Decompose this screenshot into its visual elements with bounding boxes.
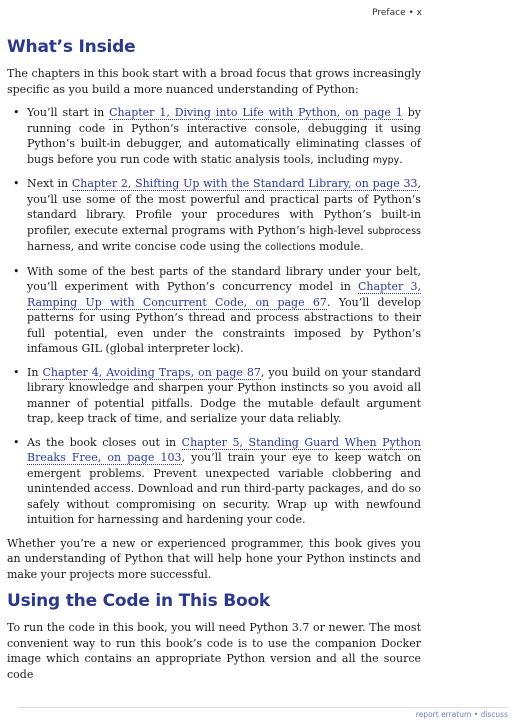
page-number: x <box>416 8 422 18</box>
page-body <box>7 36 421 690</box>
list-item-chapter-4 <box>7 365 421 427</box>
item-text: by running code in Python’s interactive console, debugging it using Python’s built-in debugger, and automatically eliminating classes of bugs before you run code with static analysis tools, including <box>27 106 421 166</box>
list-item-chapter-5 <box>7 435 421 528</box>
bullet-icon: • <box>13 365 20 379</box>
inline-code: mypy <box>372 154 400 166</box>
inline-code: subprocess <box>367 225 421 237</box>
list-item-chapter-2 <box>7 176 421 256</box>
item-text: You’ll start in <box>27 106 110 119</box>
item-text: With some of the best parts of the standard library under your belt, you’ll experiment with Python’s concurrency model in <box>27 264 421 293</box>
item-text: module. <box>315 240 364 253</box>
item-text: , you’ll train your eye to keep watch on emergent problems. Prevent unexpected variable clobbering and unintended access. Download and run third-party packages, and do so safely without compromising on security. Wrap up with newfound intuition for harnessing and hardening your code. <box>27 451 421 526</box>
running-header-section: Preface <box>372 8 406 18</box>
chapter-5-link[interactable]: Chapter 5, Standing Guard When Python Breaks Free, on page 103 <box>27 435 421 464</box>
page-footer <box>416 710 508 719</box>
chapter-2-link[interactable]: Chapter 2, Shifting Up with the Standard Library, on page 33 <box>71 177 418 190</box>
item-text: harness, and write concise code using the <box>27 240 265 253</box>
bullet-icon: • <box>13 106 20 119</box>
item-text: , you build on your standard library knowledge and sharpen your Python instincts so you avoid all manner of potential pitfalls. Dodge the mutable default argument trap, keep track of time, and serialize your data reliably. <box>27 365 422 425</box>
bullet-icon: • <box>13 264 20 278</box>
using-code-paragraph: To run the code in this book, you will need Python 3.7 or newer. The most convenient way to run this book’s code is to use the companion Docker image which contains an appropriate Python version and all the source code <box>7 621 421 681</box>
chapter-4-link[interactable]: Chapter 4, Avoiding Traps, on page 87 <box>42 365 261 379</box>
running-header-separator: • <box>408 8 414 18</box>
item-text: As the book closes out in <box>27 435 182 449</box>
list-item-chapter-3 <box>7 264 421 357</box>
footer-separator: • <box>473 710 479 719</box>
discuss-link[interactable]: discuss <box>480 710 508 719</box>
bullet-icon: • <box>13 177 20 190</box>
closing-paragraph: Whether you’re a new or experienced programmer, this book gives you an understanding of Python that will help hone your Python instincts and make your projects more successful. <box>7 536 421 581</box>
item-text: . You’ll develop patterns for using Python’s thread and process abstractions to their full potential, even under the constraints imposed by Python’s infamous GIL (global interpreter lock). <box>27 295 422 355</box>
footer-divider <box>18 707 508 708</box>
section-heading-using-the-code: Using the Code in This Book <box>7 591 271 611</box>
intro-paragraph: The chapters in this book start with a broad focus that grows increasingly specific as you build a more nuanced understanding of Python: <box>7 67 421 96</box>
item-text: In <box>27 365 43 379</box>
inline-code: collections <box>265 242 316 253</box>
bullet-icon: • <box>13 435 20 449</box>
list-item-chapter-1 <box>7 105 421 168</box>
item-text: . <box>399 152 403 166</box>
chapter-1-link[interactable]: Chapter 1, Diving into Life with Python, on page 1 <box>109 106 403 119</box>
section-heading-whats-inside: What’s Inside <box>7 37 136 57</box>
chapter-3-link[interactable]: Chapter 3, Ramping Up with Concurrent Code, on page 67 <box>27 280 421 309</box>
report-erratum-link[interactable]: report erratum <box>415 710 472 719</box>
chapter-list <box>7 105 421 528</box>
item-text: , you’ll use some of the most powerful and practical parts of Python’s standard library. Profile your procedures with Python’s built-in profiler, execute external programs with Python’s high-level <box>27 177 421 237</box>
running-header <box>372 8 422 18</box>
item-text: Next in <box>27 177 72 190</box>
